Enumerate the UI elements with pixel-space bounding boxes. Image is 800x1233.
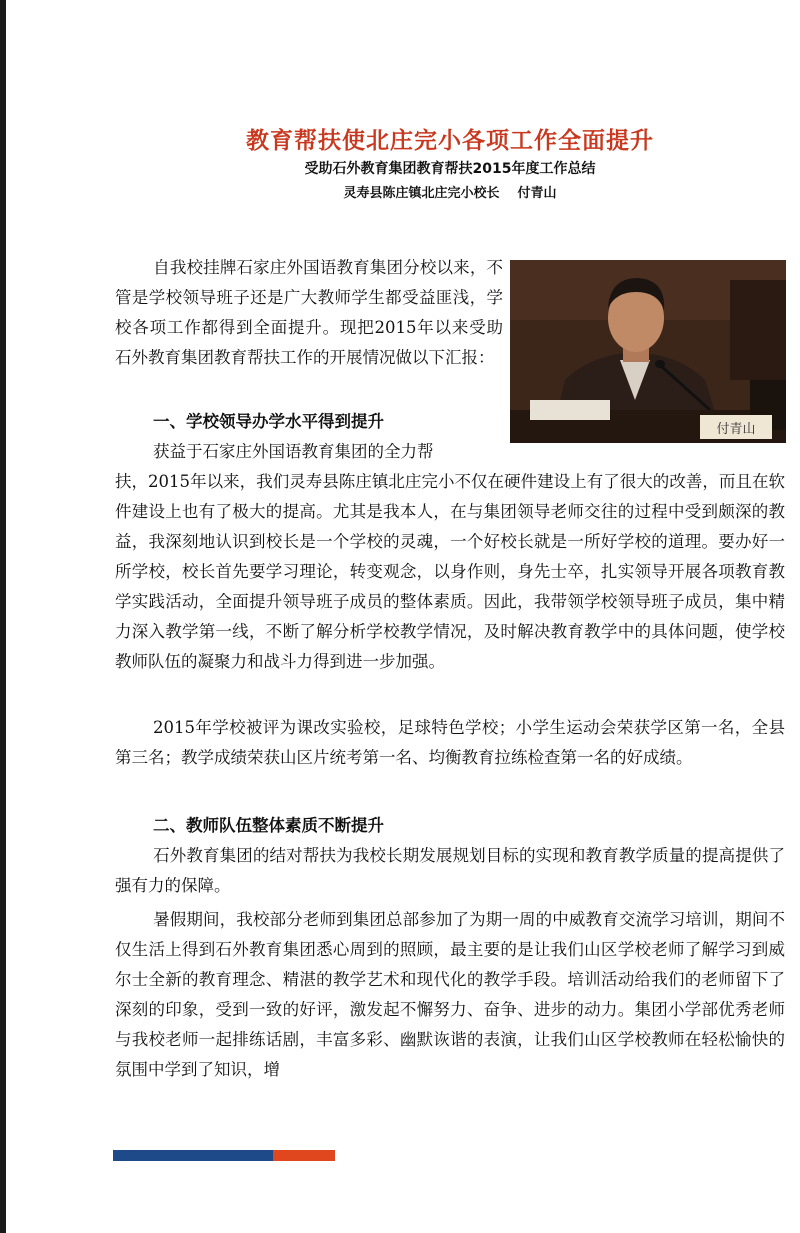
footer-bar-orange (273, 1150, 335, 1161)
author-line (200, 182, 700, 201)
paragraph-2 (115, 713, 785, 773)
author-photo (510, 260, 786, 443)
intro-text: 自我校挂牌石家庄外国语教育集团分校以来，不管是学校领导班子还是广大教师学生都受益匪浅，学校各项工作都得到全面提升。现把2015年以来受助石外教育集团教育帮扶工作的开展情况做以下汇报： (115, 258, 503, 367)
page-left-edge (0, 0, 6, 1233)
section-heading-1: 一、学校领导办学水平得到提升 (153, 412, 384, 431)
footer-bar-blue (113, 1150, 273, 1161)
paragraph-4-text: 暑假期间，我校部分老师到集团总部参加了为期一周的中威教育交流学习培训，期间不仅生活上得到石外教育集团悉心周到的照顾，最主要的是让我们山区学校老师了解学习到威尔士全新的教育理念、精湛的教学艺术和现代化的教学手段。培训活动给我们的老师留下了深刻的印象，受到一致的好评，激发起不懈努力、奋争、进步的动力。集团小学部优秀老师与我校老师一起排练话剧，丰富多彩、幽默诙谐的表演，让我们山区学校教师在轻松愉快的氛围中学到了知识，增 (115, 910, 785, 1079)
article-subtitle: 受助石外教育集团教育帮扶2015年度工作总结 (304, 161, 596, 177)
article-title: 教育帮扶使北庄完小各项工作全面提升 (246, 128, 654, 154)
photo-nameplate: 付青山 (700, 415, 772, 439)
paragraph-1-start (115, 437, 503, 467)
paragraph-1-start-text: 获益于石家庄外国语教育集团的全力帮 (153, 442, 434, 461)
author-role: 灵寿县陈庄镇北庄完小校长 (343, 186, 500, 201)
paragraph-4 (115, 905, 785, 1085)
intro-paragraph (115, 253, 503, 373)
paragraph-2-text: 2015年学校被评为课改实验校，足球特色学校；小学生运动会荣获学区第一名，全县第三名；教学成绩荣获山区片统考第一名、均衡教育拉练检查第一名的好成绩。 (115, 718, 785, 767)
paragraph-1-body: 扶，2015年以来，我们灵寿县陈庄镇北庄完小不仅在硬件建设上有了很大的改善，而且在软件建设上也有了极大的提高。尤其是我本人，在与集团领导老师交往的过程中受到颇深的教益，我深刻地认识到校长是一个学校的灵魂，一个好校长就是一所好学校的道理。要办好一所学校，校长首先要学习理论，转变观念，以身作则，身先士卒，扎实领导开展各项教育教学实践活动，全面提升领导班子成员的整体素质。因此，我带领学校领导班子成员，集中精力深入教学第一线，不断了解分析学校教学情况，及时解决教育教学中的具体问题，使学校教师队伍的凝聚力和战斗力得到进一步加强。 (115, 472, 785, 671)
paragraph-3-text: 石外教育集团的结对帮扶为我校长期发展规划目标的实现和教育教学质量的提高提供了强有力的保障。 (115, 846, 785, 895)
paragraph-3 (115, 841, 785, 901)
author-name: 付青山 (517, 186, 557, 201)
section-heading-2: 二、教师队伍整体素质不断提升 (153, 816, 384, 835)
